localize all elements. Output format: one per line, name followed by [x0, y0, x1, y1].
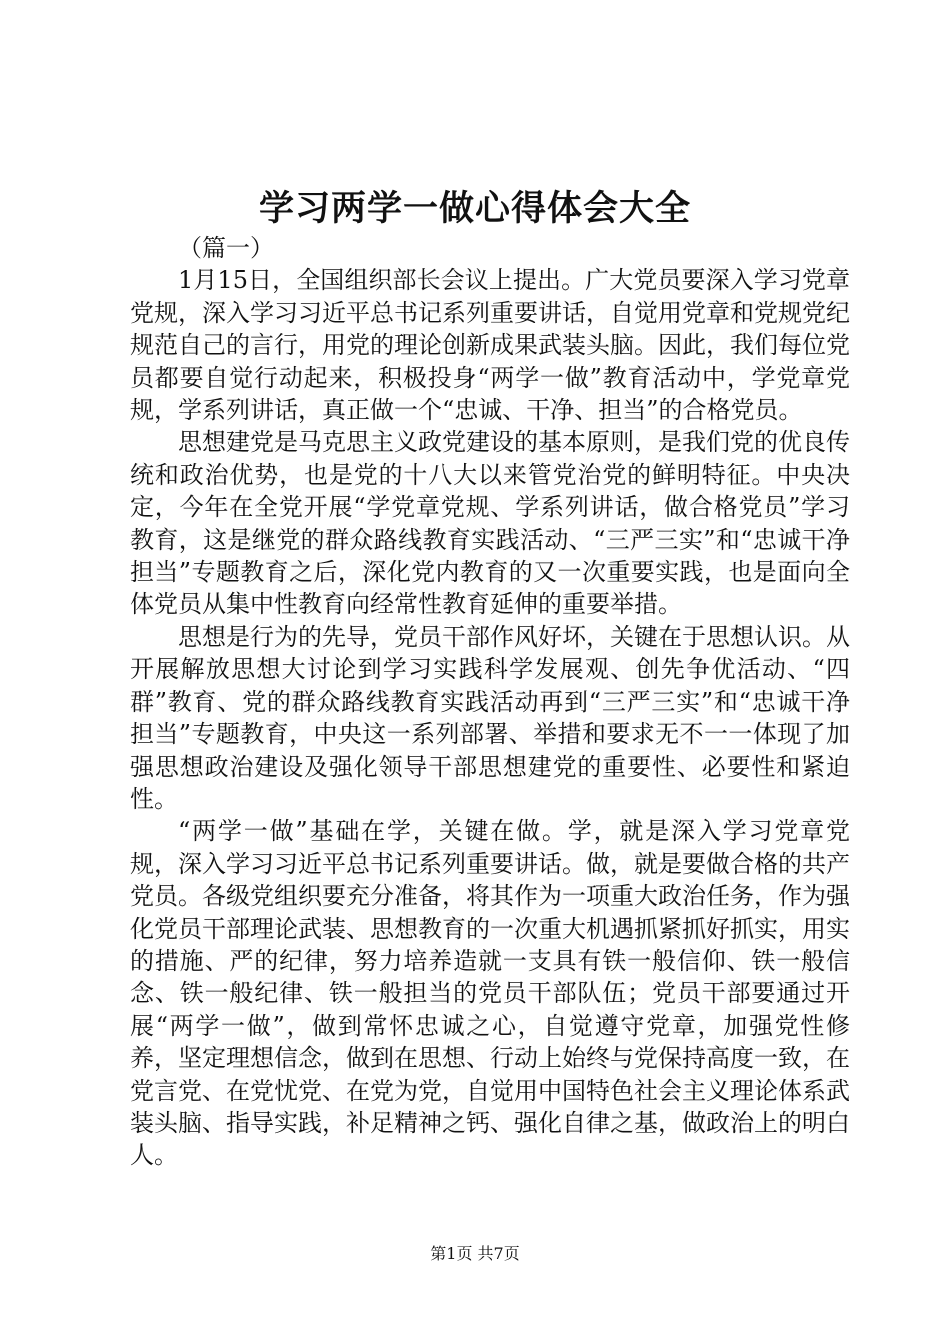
- paragraph-1: 1月15日，全国组织部长会议上提出。广大党员要深入学习党章党规，深入学习习近平总书记系列重要讲话，自觉用党章和党规党纪规范自己的言行，用党的理论创新成果武装头脑。因此，我们每位党员都要自觉行动起来，积极投身“两学一做”教育活动中，学党章党规，学系列讲话，真正做一个“忠诚、干净、担当”的合格党员。: [130, 266, 850, 425]
- document-title: 学习两学一做心得体会大全: [258, 188, 691, 229]
- paragraph-4: “两学一做”基础在学，关键在做。学，就是深入学习党章党规，深入学习习近平总书记系列重要讲话。做，就是要做合格的共产党员。各级党组织要充分准备，将其作为一项重大政治任务，作为强化党员干部理论武装、思想教育的一次重大机遇抓紧抓好抓实，用实的措施、严的纪律，努力培养造就一支具有铁一般信仰、铁一般信念、铁一般纪律、铁一般担当的党员干部队伍；党员干部要通过开展“两学一做”，做到常怀忠诚之心，自觉遵守党章，加强党性修养，坚定理想信念，做到在思想、行动上始终与党保持高度一致，在党言党、在党忧党、在党为党，自觉用中国特色社会主义理论体系武装头脑、指导实践，补足精神之钙、强化自律之基，做政治上的明白人。: [130, 817, 850, 1170]
- document-body: [130, 232, 850, 1172]
- paragraph-2: 思想建党是马克思主义政党建设的基本原则，是我们党的优良传统和政治优势，也是党的十八大以来管党治党的鲜明特征。中央决定，今年在全党开展“学党章党规、学系列讲话，做合格党员”学习教育，这是继党的群众路线教育实践活动、“三严三实”和“忠诚干净担当”专题教育之后，深化党内教育的又一次重要实践，也是面向全体党员从集中性教育向经常性教育延伸的重要举措。: [130, 428, 850, 619]
- paragraph-3: 思想是行为的先导，党员干部作风好坏，关键在于思想认识。从开展解放思想大讨论到学习实践科学发展观、创先争优活动、“四群”教育、党的群众路线教育实践活动再到“三严三实”和“忠诚干净担当”专题教育，中央这一系列部署、举措和要求无不一一体现了加强思想政治建设及强化领导干部思想建党的重要性、必要性和紧迫性。: [130, 622, 850, 813]
- page-footer: 第1页 共7页: [430, 1244, 520, 1263]
- section-label: （篇一）: [178, 234, 274, 262]
